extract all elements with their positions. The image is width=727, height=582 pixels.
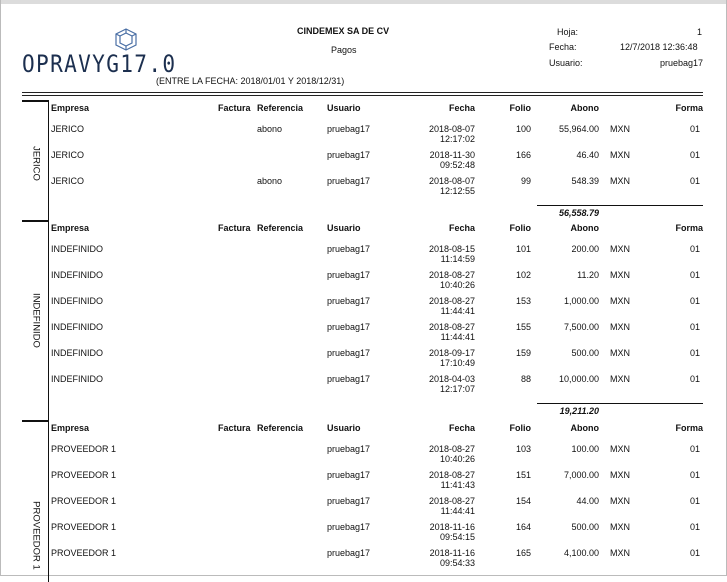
- cell-abono: 11.20: [577, 270, 599, 280]
- cell-empresa: JERICO: [51, 124, 85, 134]
- cell-empresa: PROVEEDOR 1: [51, 522, 117, 532]
- cell-abono: 100.00: [571, 444, 599, 454]
- group-total: 19,211.20: [559, 406, 599, 416]
- col-header-folio: Folio: [509, 103, 531, 113]
- col-header-fecha: Fecha: [448, 103, 475, 113]
- cell-date: 2018-08-27: [428, 496, 475, 506]
- cell-forma: 01: [689, 444, 700, 454]
- cell-date: 2018-11-16: [429, 522, 475, 532]
- cell-time: 11:44:41: [440, 506, 475, 516]
- col-header-fecha: Fecha: [448, 423, 475, 433]
- cell-folio: 164: [515, 522, 531, 532]
- cell-usuario: pruebag17: [327, 124, 371, 134]
- cell-forma: 01: [689, 244, 700, 254]
- cell-empresa: INDEFINIDO: [51, 244, 104, 254]
- group-label: JERICO: [30, 146, 42, 181]
- cell-usuario: pruebag17: [327, 548, 371, 558]
- cell-empresa: JERICO: [51, 150, 85, 160]
- cell-abono: 7,500.00: [563, 322, 599, 332]
- col-header-usuario: Usuario: [327, 223, 361, 233]
- cell-moneda: MXN: [610, 176, 630, 186]
- table-row: [22, 270, 703, 296]
- table-row: [22, 348, 703, 374]
- cell-empresa: PROVEEDOR 1: [51, 470, 117, 480]
- col-header-referencia: Referencia: [257, 223, 304, 233]
- cell-moneda: MXN: [610, 322, 630, 332]
- cell-usuario: pruebag17: [327, 150, 371, 160]
- cell-folio: 154: [515, 496, 531, 506]
- cell-date: 2018-11-16: [429, 548, 475, 558]
- cell-time: 09:54:15: [439, 532, 475, 542]
- cell-empresa: INDEFINIDO: [51, 270, 104, 280]
- cell-folio: 159: [515, 348, 531, 358]
- cell-folio: 88: [520, 374, 531, 384]
- cell-forma: 01: [689, 150, 700, 160]
- company-name: CINDEMEX SA DE CV: [297, 26, 390, 36]
- group-indefinido: [22, 220, 703, 420]
- fecha-label: Fecha:: [549, 42, 577, 52]
- cell-empresa: INDEFINIDO: [51, 348, 104, 358]
- cell-forma: 01: [689, 348, 700, 358]
- usuario-value: pruebag17: [660, 58, 704, 68]
- cell-forma: 01: [689, 374, 700, 384]
- cell-empresa: PROVEEDOR 1: [51, 548, 117, 558]
- col-header-referencia: Referencia: [257, 423, 304, 433]
- header-rule-1: [22, 92, 703, 93]
- col-header-forma: Forma: [675, 223, 703, 233]
- col-header-abono: Abono: [570, 223, 599, 233]
- group-proveedor-1: [22, 420, 703, 580]
- cell-folio: 153: [515, 296, 531, 306]
- usuario-label: Usuario:: [549, 58, 583, 68]
- table-row: [22, 374, 703, 400]
- col-header-forma: Forma: [675, 103, 703, 113]
- cell-moneda: MXN: [610, 270, 630, 280]
- cell-abono: 44.00: [576, 496, 599, 506]
- cell-date: 2018-04-03: [428, 374, 475, 384]
- table-row: [22, 176, 703, 202]
- cell-date: 2018-08-07: [428, 124, 475, 134]
- cell-forma: 01: [689, 470, 700, 480]
- cell-time: 12:12:55: [439, 186, 475, 196]
- cell-usuario: pruebag17: [327, 470, 371, 480]
- cell-moneda: MXN: [610, 522, 630, 532]
- cell-moneda: MXN: [610, 150, 630, 160]
- logo-cube-icon: [22, 28, 146, 52]
- cell-folio: 99: [520, 176, 531, 186]
- cell-folio: 155: [515, 322, 531, 332]
- logo-text: OPRAVYG17.0: [22, 50, 177, 78]
- header-rule-2: [22, 95, 703, 96]
- cell-abono: 55,964.00: [558, 124, 599, 134]
- cell-empresa: PROVEEDOR 1: [51, 444, 117, 454]
- col-header-factura: Factura: [218, 103, 251, 113]
- cell-referencia: abono: [257, 176, 283, 186]
- cell-time: 12:17:02: [439, 134, 475, 144]
- col-header-empresa: Empresa: [51, 423, 90, 433]
- table-row: [22, 444, 703, 470]
- cell-forma: 01: [689, 522, 700, 532]
- cell-folio: 103: [515, 444, 531, 454]
- group-label: PROVEEDOR 1: [30, 501, 42, 570]
- cell-folio: 165: [515, 548, 531, 558]
- cell-abono: 4,100.00: [563, 548, 599, 558]
- cell-time: 10:40:26: [439, 454, 475, 464]
- col-header-usuario: Usuario: [327, 103, 361, 113]
- cell-date: 2018-08-27: [428, 444, 475, 454]
- cell-time: 09:52:48: [439, 160, 475, 170]
- cell-moneda: MXN: [610, 348, 630, 358]
- cell-folio: 166: [515, 150, 531, 160]
- fecha-value: 12/7/2018 12:36:48: [620, 42, 698, 52]
- cell-moneda: MXN: [610, 548, 630, 558]
- cell-usuario: pruebag17: [327, 444, 371, 454]
- table-row: [22, 496, 703, 522]
- cell-usuario: pruebag17: [327, 374, 371, 384]
- cell-forma: 01: [689, 296, 700, 306]
- cell-moneda: MXN: [610, 374, 630, 384]
- cell-date: 2018-08-27: [428, 322, 475, 332]
- cell-abono: 500.00: [571, 348, 599, 358]
- cell-abono: 500.00: [571, 522, 599, 532]
- cell-moneda: MXN: [610, 496, 630, 506]
- col-header-folio: Folio: [509, 423, 531, 433]
- cell-time: 11:44:41: [440, 332, 475, 342]
- col-header-forma: Forma: [675, 423, 703, 433]
- cell-date: 2018-08-15: [428, 244, 475, 254]
- cell-folio: 151: [515, 470, 531, 480]
- cell-date: 2018-08-27: [428, 296, 475, 306]
- cell-empresa: INDEFINIDO: [51, 374, 104, 384]
- table-row: [22, 522, 703, 548]
- table-row: [22, 296, 703, 322]
- cell-usuario: pruebag17: [327, 176, 371, 186]
- table-row: [22, 150, 703, 176]
- cell-usuario: pruebag17: [327, 348, 371, 358]
- cell-time: 10:40:26: [439, 280, 475, 290]
- cell-empresa: JERICO: [51, 176, 85, 186]
- cell-abono: 10,000.00: [558, 374, 599, 384]
- cell-time: 09:54:33: [439, 558, 475, 568]
- cell-usuario: pruebag17: [327, 244, 371, 254]
- table-row: [22, 548, 703, 574]
- table-row: [22, 124, 703, 150]
- group-label: INDEFINIDO: [30, 293, 42, 348]
- col-header-empresa: Empresa: [51, 103, 90, 113]
- cell-abono: 1,000.00: [563, 296, 599, 306]
- col-header-abono: Abono: [570, 103, 599, 113]
- cell-folio: 101: [515, 244, 531, 254]
- cell-date: 2018-08-07: [428, 176, 475, 186]
- date-filter: (ENTRE LA FECHA: 2018/01/01 Y 2018/12/31): [156, 76, 345, 86]
- cell-folio: 102: [515, 270, 531, 280]
- col-header-factura: Factura: [218, 223, 251, 233]
- col-header-referencia: Referencia: [257, 103, 304, 113]
- group-total: 56,558.79: [558, 208, 599, 218]
- cell-empresa: INDEFINIDO: [51, 322, 104, 332]
- col-header-factura: Factura: [218, 423, 251, 433]
- cell-usuario: pruebag17: [327, 270, 371, 280]
- hoja-value: 1: [697, 27, 703, 37]
- cell-date: 2018-08-27: [428, 270, 475, 280]
- cell-moneda: MXN: [610, 244, 630, 254]
- total-rule: [537, 403, 703, 404]
- col-header-usuario: Usuario: [327, 423, 361, 433]
- cell-moneda: MXN: [610, 296, 630, 306]
- cell-abono: 7,000.00: [563, 470, 599, 480]
- cell-moneda: MXN: [610, 470, 630, 480]
- cell-empresa: INDEFINIDO: [51, 296, 104, 306]
- cell-forma: 01: [689, 496, 700, 506]
- table-row: [22, 244, 703, 270]
- cell-abono: 200.00: [571, 244, 599, 254]
- cell-forma: 01: [689, 270, 700, 280]
- cell-usuario: pruebag17: [327, 296, 371, 306]
- total-rule: [537, 205, 703, 206]
- col-header-abono: Abono: [570, 423, 599, 433]
- cell-time: 11:14:59: [440, 254, 475, 264]
- cell-time: 12:17:07: [439, 384, 475, 394]
- col-header-folio: Folio: [509, 223, 531, 233]
- cell-date: 2018-11-30: [429, 150, 475, 160]
- cell-folio: 100: [515, 124, 531, 134]
- table-row: [22, 470, 703, 496]
- cell-forma: 01: [689, 124, 700, 134]
- cell-usuario: pruebag17: [327, 322, 371, 332]
- cell-date: 2018-08-27: [428, 470, 475, 480]
- cell-moneda: MXN: [610, 444, 630, 454]
- cell-forma: 01: [689, 548, 700, 558]
- group-jerico: [22, 100, 703, 220]
- cell-referencia: abono: [257, 124, 283, 134]
- cell-usuario: pruebag17: [327, 522, 371, 532]
- cell-time: 11:41:43: [440, 480, 475, 490]
- table-row: [22, 322, 703, 348]
- hoja-label: Hoja:: [557, 27, 579, 37]
- cell-abono: 46.40: [576, 150, 599, 160]
- report-title: Pagos: [331, 45, 357, 55]
- col-header-empresa: Empresa: [51, 223, 90, 233]
- cell-time: 11:44:41: [440, 306, 475, 316]
- col-header-fecha: Fecha: [448, 223, 475, 233]
- cell-date: 2018-09-17: [428, 348, 475, 358]
- cell-usuario: pruebag17: [327, 496, 371, 506]
- cell-forma: 01: [689, 322, 700, 332]
- cell-abono: 548.39: [571, 176, 599, 186]
- cell-time: 17:10:49: [439, 358, 475, 368]
- cell-forma: 01: [689, 176, 700, 186]
- cell-moneda: MXN: [610, 124, 630, 134]
- cell-empresa: PROVEEDOR 1: [51, 496, 117, 506]
